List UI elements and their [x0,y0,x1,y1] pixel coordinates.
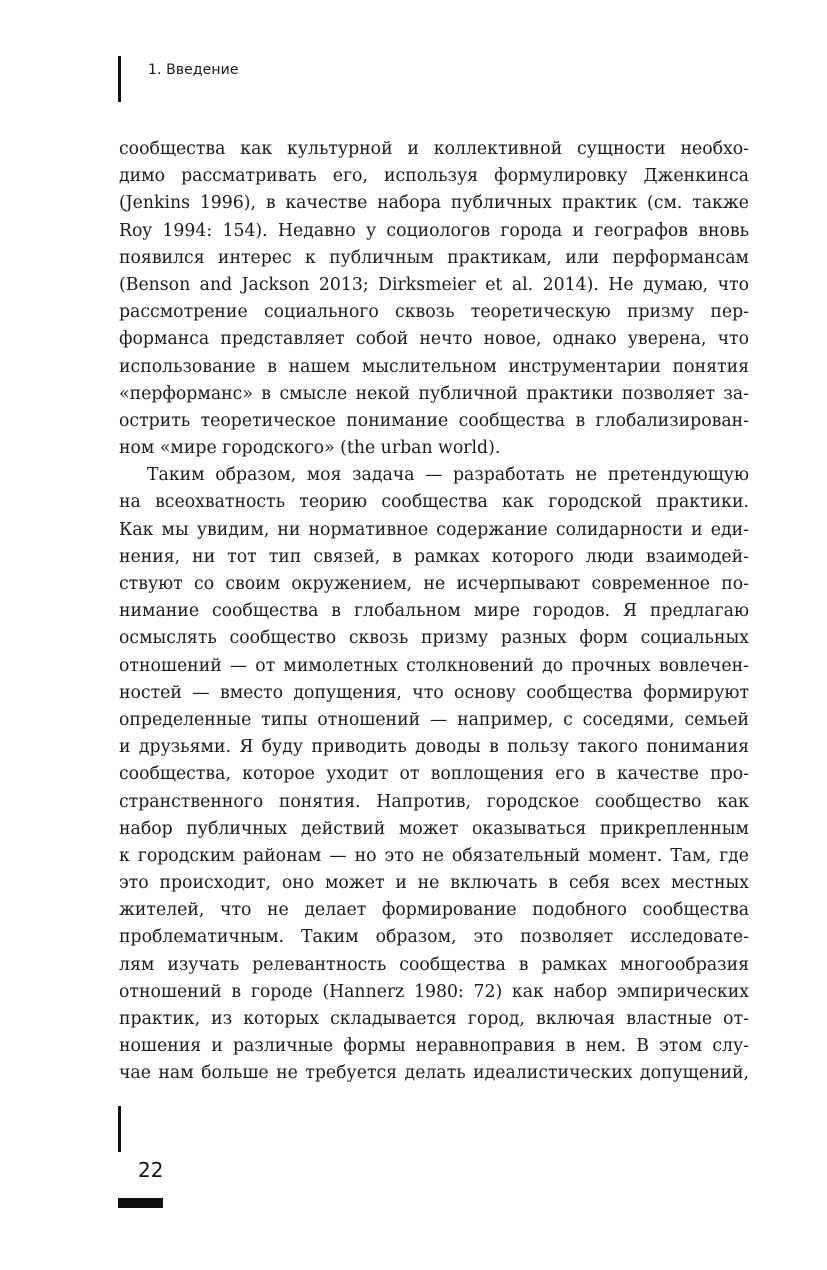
text-line: отношений — от мимолетных столкновений до прочных вовлечен- [119,655,749,676]
page-bar [118,1198,163,1208]
text-line: появился интерес к публичным практикам, или перформансам [119,247,749,268]
text-line: форманса представляет собой нечто новое, однако уверена, что [119,329,749,350]
text-line: Roy 1994: 154). Недавно у социологов города и географов вновь [119,220,749,241]
text-line: практик, из которых складывается город, включая властные от- [119,1009,749,1029]
text-line: сообщества как культурной и коллективной сущности необхо- [119,139,749,159]
text-line: проблематичным. Таким образом, это позволяет исследовате- [119,927,749,948]
page-number: 22 [138,1158,164,1182]
text-line: на всеохватность теорию сообщества как городской практики. [119,492,749,513]
text-line: ствуют со своим окружением, не исчерпывают современное по- [119,574,749,594]
footer-rule [118,1106,121,1152]
text-line: сообщества, которое уходит от воплощения его в качестве про- [119,764,749,785]
header-rule [118,56,121,102]
text-line: жителей, что не делает формирование подобного сообщества [119,900,749,921]
text-line: осмыслять сообщество сквозь призму разных форм социальных [119,628,749,649]
text-line: ностей — вместо допущения, что основу сообщества формируют [119,682,749,703]
running-head: 1. Введение [148,62,239,78]
text-line: набор публичных действий может оказываться прикрепленным [119,818,749,839]
text-line: отношений в городе (Hannerz 1980: 72) как набор эмпирических [119,981,749,1002]
text-line: нения, ни тот тип связей, в рамках которого люди взаимодей- [119,546,749,567]
text-line: ношения и различные формы неравноправия в нем. В этом слу- [119,1036,749,1057]
text-line: к городским районам — но это не обязательный момент. Там, где [119,845,749,866]
text-line: чае нам больше не требуется делать идеалистических допущений, [119,1063,749,1084]
text-line: «перформанс» в смысле некой публичной практики позволяет за- [119,383,749,404]
text-line: определенные типы отношений — например, с соседями, семьей [119,709,749,730]
body-text [119,136,749,1088]
text-line: острить теоретическое понимание сообщества в глобализирован- [119,410,749,431]
text-line: и друзьями. Я буду приводить доводы в пользу такого понимания [119,737,749,758]
text-line: нимание сообщества в глобальном мире городов. Я предлагаю [119,601,749,622]
paragraph-first-line: Таким образом, моя задача — разработать не претендующую [147,465,749,486]
text-line: рассмотрение социального сквозь теоретическую призму пер- [119,302,749,323]
text-line: использование в нашем мыслительном инструментарии понятия [119,356,749,377]
text-line: Как мы увидим, ни нормативное содержание солидарности и еди- [119,519,749,540]
text-line: (Jenkins 1996), в качестве набора публичных практик (см. также [119,193,749,214]
text-line: лям изучать релевантность сообщества в рамках многообразия [119,954,749,975]
text-line: (Benson and Jackson 2013; Dirksmeier et al. 2014). Не думаю, что [119,274,749,295]
paragraph-end-line: ном «мире городского» (the urban world). [119,438,501,459]
text-line: странственного понятия. Напротив, городское сообщество как [119,791,749,812]
text-line: это происходит, оно может и не включать в себя всех местных [119,873,749,894]
text-line: димо рассматривать его, используя формулировку Дженкинса [119,166,749,187]
